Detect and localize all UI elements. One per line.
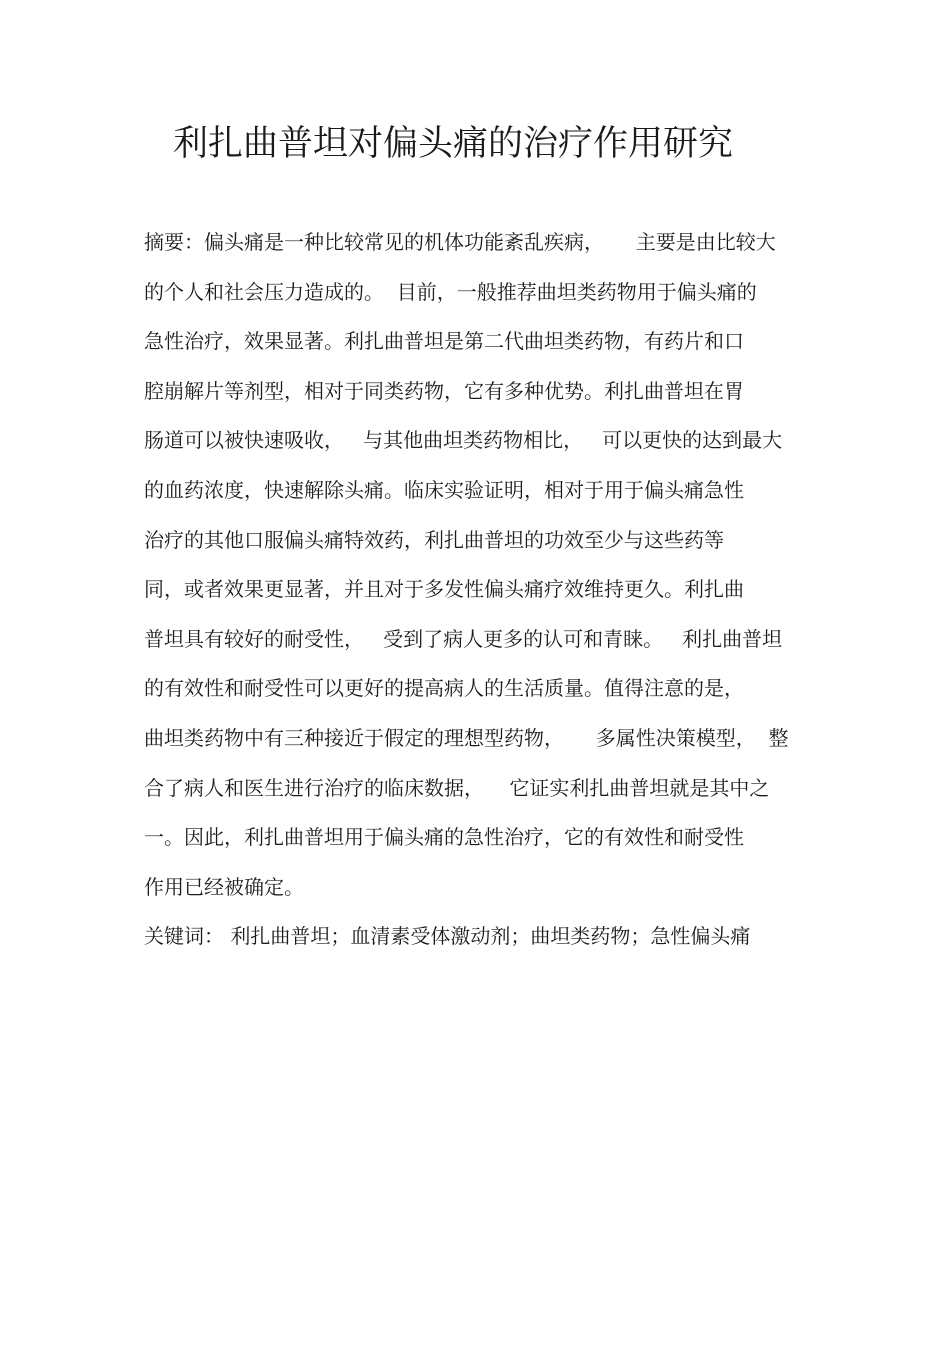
abstract-block: [144, 222, 824, 966]
abstract-line: 合了病人和医生进行治疗的临床数据， 它证实利扎曲普坦就是其中之: [144, 775, 770, 800]
abstract-line: 同，或者效果更显著，并且对于多发性偏头痛疗效维持更久。利扎曲: [144, 577, 744, 602]
keywords-line: 关键词： 利扎曲普坦；血清素受体激动剂；曲坦类药物；急性偏头痛: [144, 924, 751, 949]
abstract-line: 普坦具有较好的耐受性， 受到了病人更多的认可和青睐。 利扎曲普坦: [144, 626, 783, 651]
abstract-line: 急性治疗，效果显著。利扎曲普坦是第二代曲坦类药物，有药片和口: [144, 329, 744, 354]
abstract-line: 肠道可以被快速吸收， 与其他曲坦类药物相比， 可以更快的达到最大: [144, 428, 783, 453]
abstract-line: 的血药浓度，快速解除头痛。临床实验证明，相对于用于偏头痛急性: [144, 477, 744, 502]
abstract-line: 的个人和社会压力造成的。 目前，一般推荐曲坦类药物用于偏头痛的: [144, 279, 757, 304]
abstract-line: 作用已经被确定。: [144, 874, 304, 899]
abstract-line: 腔崩解片等剂型，相对于同类药物，它有多种优势。利扎曲普坦在胃: [144, 378, 744, 403]
abstract-line: 一。因此，利扎曲普坦用于偏头痛的急性治疗，它的有效性和耐受性: [144, 825, 744, 850]
document-title: 利扎曲普坦对偏头痛的治疗作用研究: [172, 124, 733, 164]
abstract-line: 治疗的其他口服偏头痛特效药，利扎曲普坦的功效至少与这些药等: [144, 527, 724, 552]
abstract-line: 摘要：偏头痛是一种比较常见的机体功能紊乱疾病， 主要是由比较大: [144, 230, 776, 254]
abstract-line: 的有效性和耐受性可以更好的提高病人的生活质量。值得注意的是，: [144, 676, 744, 701]
abstract-line: 曲坦类药物中有三种接近于假定的理想型药物， 多属性决策模型， 整: [144, 725, 789, 750]
